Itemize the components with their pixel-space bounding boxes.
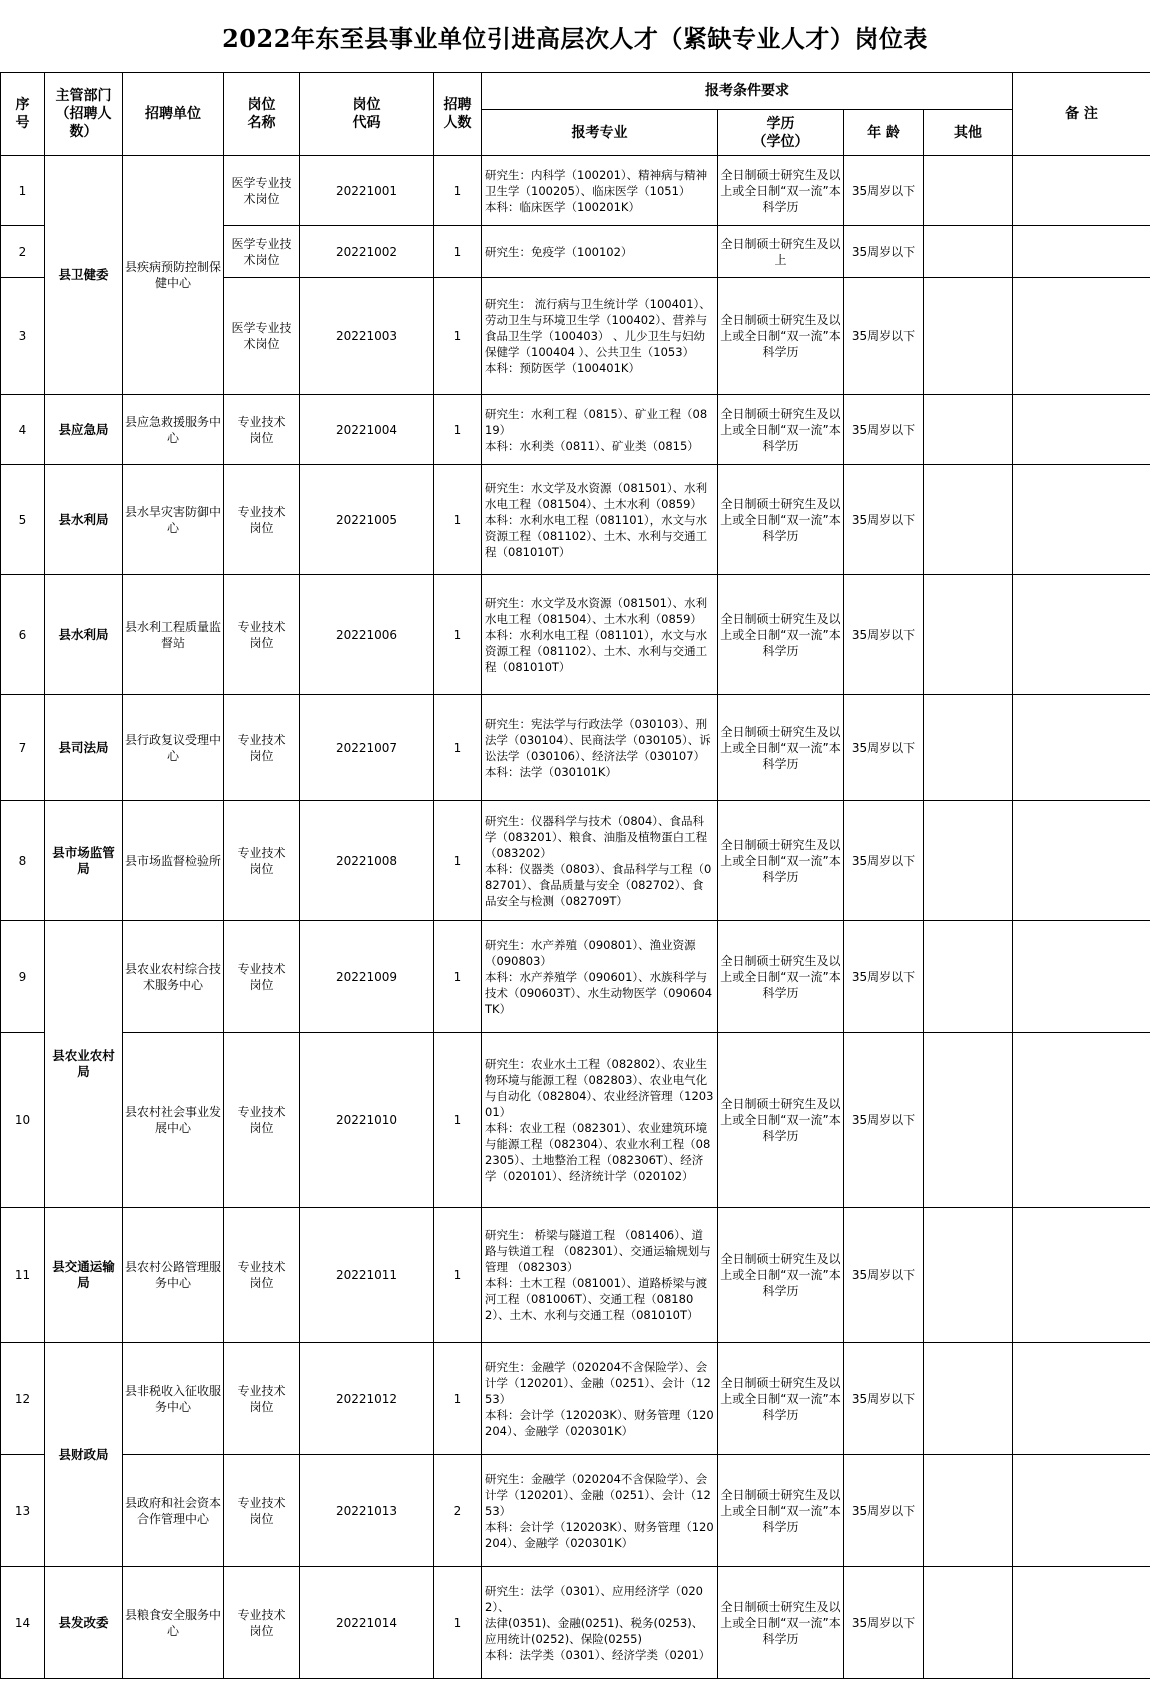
cell-other	[924, 1455, 1013, 1567]
cell-seq: 7	[1, 695, 45, 801]
cell-department: 县财政局	[45, 1343, 123, 1567]
cell-age: 35周岁以下	[844, 801, 924, 921]
cell-age: 35周岁以下	[844, 226, 924, 278]
cell-position-name: 专业技术 岗位	[224, 575, 300, 695]
cell-position-name: 专业技术 岗位	[224, 1343, 300, 1455]
header-position-name: 岗位 名称	[224, 73, 300, 156]
cell-age: 35周岁以下	[844, 278, 924, 395]
cell-position-code: 20221004	[300, 395, 434, 465]
cell-other	[924, 226, 1013, 278]
cell-department: 县水利局	[45, 575, 123, 695]
cell-other	[924, 1343, 1013, 1455]
cell-position-name: 专业技术 岗位	[224, 1455, 300, 1567]
cell-education: 全日制硕士研究生及以上或全日制“双一流”本科学历	[718, 395, 844, 465]
cell-major: 研究生：水利工程（0815）、矿业工程（0819） 本科：水利类（0811）、矿业类（0815）	[482, 395, 718, 465]
cell-age: 35周岁以下	[844, 695, 924, 801]
cell-seq: 4	[1, 395, 45, 465]
cell-note	[1013, 278, 1150, 395]
cell-position-code: 20221009	[300, 921, 434, 1033]
cell-position-code: 20221001	[300, 156, 434, 226]
cell-seq: 13	[1, 1455, 45, 1567]
cell-age: 35周岁以下	[844, 921, 924, 1033]
cell-education: 全日制硕士研究生及以上或全日制“双一流”本科学历	[718, 278, 844, 395]
cell-position-code: 20221008	[300, 801, 434, 921]
table-header	[1, 73, 1150, 156]
cell-major: 研究生：金融学（020204不含保险学）、会计学（120201）、金融（0251）、会计（1253） 本科：会计学（120203K）、财务管理（120204）、金融学（020301K）	[482, 1455, 718, 1567]
header-seq: 序 号	[1, 73, 45, 156]
cell-major: 研究生：免疫学（100102）	[482, 226, 718, 278]
cell-count: 1	[434, 1567, 482, 1679]
cell-age: 35周岁以下	[844, 395, 924, 465]
cell-other	[924, 1208, 1013, 1343]
cell-major: 研究生：法学（0301）、应用经济学（0202）、 法律(0351)、金融(0251)、税务(0253)、应用统计(0252)、保险(0255) 本科：法学类（0301）、经济学类（0201）	[482, 1567, 718, 1679]
cell-note	[1013, 801, 1150, 921]
table-row	[1, 156, 1150, 226]
cell-unit: 县水利工程质量监 督站	[123, 575, 224, 695]
table-row	[1, 695, 1150, 801]
cell-position-name: 医学专业技 术岗位	[224, 278, 300, 395]
cell-position-code: 20221003	[300, 278, 434, 395]
cell-position-code: 20221014	[300, 1567, 434, 1679]
cell-other	[924, 575, 1013, 695]
cell-other	[924, 465, 1013, 575]
cell-note	[1013, 1455, 1150, 1567]
cell-position-code: 20221002	[300, 226, 434, 278]
cell-major: 研究生： 桥梁与隧道工程 （081406）、道路与铁道工程 （082301）、交通运输规划与管理 （082303） 本科：土木工程（081001）、道路桥梁与渡河工程（081006T）、交通工程（081802）、土木、水利与交通工程（081010T）	[482, 1208, 718, 1343]
cell-education: 全日制硕士研究生及以上或全日制“双一流”本科学历	[718, 1343, 844, 1455]
cell-education: 全日制硕士研究生及以上或全日制“双一流”本科学历	[718, 1567, 844, 1679]
cell-education: 全日制硕士研究生及以上或全日制“双一流”本科学历	[718, 1455, 844, 1567]
cell-count: 1	[434, 465, 482, 575]
cell-unit: 县水旱灾害防御中 心	[123, 465, 224, 575]
cell-unit: 县行政复议受理中 心	[123, 695, 224, 801]
cell-seq: 11	[1, 1208, 45, 1343]
cell-count: 1	[434, 1033, 482, 1208]
cell-department: 县应急局	[45, 395, 123, 465]
cell-seq: 14	[1, 1567, 45, 1679]
cell-count: 1	[434, 921, 482, 1033]
cell-seq: 10	[1, 1033, 45, 1208]
cell-position-code: 20221012	[300, 1343, 434, 1455]
positions-table	[0, 72, 1150, 1679]
cell-education: 全日制硕士研究生及以上或全日制“双一流”本科学历	[718, 575, 844, 695]
table-row	[1, 575, 1150, 695]
header-position-code: 岗位 代码	[300, 73, 434, 156]
cell-other	[924, 1033, 1013, 1208]
cell-position-code: 20221006	[300, 575, 434, 695]
cell-education: 全日制硕士研究生及以上或全日制“双一流”本科学历	[718, 801, 844, 921]
cell-major: 研究生：内科学（100201）、精神病与精神卫生学（100205）、临床医学（1051） 本科：临床医学（100201K）	[482, 156, 718, 226]
table-row	[1, 801, 1150, 921]
cell-department: 县交通运输 局	[45, 1208, 123, 1343]
cell-seq: 5	[1, 465, 45, 575]
cell-position-code: 20221011	[300, 1208, 434, 1343]
page-title: 2022年东至县事业单位引进高层次人才（紧缺专业人才）岗位表	[222, 23, 928, 53]
cell-department: 县农业农村 局	[45, 921, 123, 1208]
cell-note	[1013, 575, 1150, 695]
cell-department: 县发改委	[45, 1567, 123, 1679]
cell-department: 县卫健委	[45, 156, 123, 395]
cell-seq: 1	[1, 156, 45, 226]
cell-age: 35周岁以下	[844, 465, 924, 575]
cell-seq: 8	[1, 801, 45, 921]
table-row	[1, 395, 1150, 465]
cell-position-name: 专业技术 岗位	[224, 695, 300, 801]
cell-major: 研究生：农业水土工程（082802）、农业生物环境与能源工程（082803）、农业电气化与自动化（082804）、农业经济管理（120301） 本科：农业工程（082301）、农业建筑环境与能源工程（082304）、农业水利工程（082305）、土地整治工程（082306T）、经济学（020101）、经济统计学（020102）	[482, 1033, 718, 1208]
cell-unit: 县市场监督检验所	[123, 801, 224, 921]
cell-unit: 县农村公路管理服 务中心	[123, 1208, 224, 1343]
cell-count: 1	[434, 1343, 482, 1455]
header-age: 年 龄	[844, 110, 924, 156]
cell-education: 全日制硕士研究生及以上或全日制“双一流”本科学历	[718, 1033, 844, 1208]
cell-position-name: 专业技术 岗位	[224, 395, 300, 465]
cell-other	[924, 1567, 1013, 1679]
cell-position-name: 医学专业技 术岗位	[224, 156, 300, 226]
cell-major: 研究生：水文学及水资源（081501）、水利水电工程（081504）、土木水利（0859） 本科：水利水电工程（081101），水文与水资源工程（081102）、土木、水利与交通工程（081010T）	[482, 465, 718, 575]
cell-department: 县司法局	[45, 695, 123, 801]
cell-other	[924, 156, 1013, 226]
table-row	[1, 1033, 1150, 1208]
cell-age: 35周岁以下	[844, 1208, 924, 1343]
cell-note	[1013, 465, 1150, 575]
cell-education: 全日制硕士研究生及以上或全日制“双一流”本科学历	[718, 921, 844, 1033]
cell-seq: 12	[1, 1343, 45, 1455]
cell-position-name: 专业技术 岗位	[224, 1208, 300, 1343]
table-row	[1, 1455, 1150, 1567]
cell-position-code: 20221007	[300, 695, 434, 801]
cell-unit: 县应急救援服务中 心	[123, 395, 224, 465]
cell-note	[1013, 1567, 1150, 1679]
table-row	[1, 1567, 1150, 1679]
cell-note	[1013, 695, 1150, 801]
table-row	[1, 1343, 1150, 1455]
cell-education: 全日制硕士研究生及以上	[718, 226, 844, 278]
cell-department: 县水利局	[45, 465, 123, 575]
cell-unit: 县粮食安全服务中 心	[123, 1567, 224, 1679]
cell-count: 1	[434, 278, 482, 395]
cell-count: 1	[434, 226, 482, 278]
header-unit: 招聘单位	[123, 73, 224, 156]
table-row	[1, 921, 1150, 1033]
header-note: 备 注	[1013, 73, 1150, 156]
cell-note	[1013, 1208, 1150, 1343]
cell-other	[924, 278, 1013, 395]
cell-seq: 3	[1, 278, 45, 395]
cell-age: 35周岁以下	[844, 156, 924, 226]
table-row	[1, 465, 1150, 575]
header-other: 其他	[924, 110, 1013, 156]
cell-major: 研究生：水文学及水资源（081501）、水利水电工程（081504）、土木水利（0859） 本科：水利水电工程（081101），水文与水资源工程（081102）、土木、水利与交通工程（081010T）	[482, 575, 718, 695]
cell-position-name: 医学专业技 术岗位	[224, 226, 300, 278]
cell-education: 全日制硕士研究生及以上或全日制“双一流”本科学历	[718, 1208, 844, 1343]
cell-education: 全日制硕士研究生及以上或全日制“双一流”本科学历	[718, 465, 844, 575]
cell-seq: 6	[1, 575, 45, 695]
cell-unit: 县疾病预防控制保 健中心	[123, 156, 224, 395]
cell-position-name: 专业技术 岗位	[224, 1567, 300, 1679]
cell-position-name: 专业技术 岗位	[224, 1033, 300, 1208]
cell-age: 35周岁以下	[844, 575, 924, 695]
cell-age: 35周岁以下	[844, 1455, 924, 1567]
cell-note	[1013, 395, 1150, 465]
cell-count: 1	[434, 695, 482, 801]
header-count: 招聘 人数	[434, 73, 482, 156]
cell-note	[1013, 921, 1150, 1033]
cell-major: 研究生：仪器科学与技术（0804）、食品科学（083201）、粮食、油脂及植物蛋白工程（083202） 本科：仪器类（0803）、食品科学与工程（082701）、食品质量与安全（082702）、食品安全与检测（082709T）	[482, 801, 718, 921]
cell-note	[1013, 1033, 1150, 1208]
cell-department: 县市场监管 局	[45, 801, 123, 921]
cell-seq: 2	[1, 226, 45, 278]
cell-unit: 县非税收入征收服 务中心	[123, 1343, 224, 1455]
cell-major: 研究生： 流行病与卫生统计学（100401）、 劳动卫生与环境卫生学（100402）、营养与食品卫生学（100403） 、儿少卫生与妇幼保健学（100404 ）、公共卫生（1053） 本科：预防医学（100401K）	[482, 278, 718, 395]
header-dept: 主管部门 （招聘人 数）	[45, 73, 123, 156]
cell-note	[1013, 1343, 1150, 1455]
cell-position-code: 20221005	[300, 465, 434, 575]
cell-major: 研究生：水产养殖（090801）、渔业资源（090803） 本科：水产养殖学（090601）、水族科学与技术（090603T）、水生动物医学（090604TK）	[482, 921, 718, 1033]
cell-count: 2	[434, 1455, 482, 1567]
cell-age: 35周岁以下	[844, 1343, 924, 1455]
cell-other	[924, 801, 1013, 921]
cell-count: 1	[434, 575, 482, 695]
header-education: 学历 （学位）	[718, 110, 844, 156]
cell-count: 1	[434, 156, 482, 226]
cell-note	[1013, 156, 1150, 226]
cell-age: 35周岁以下	[844, 1567, 924, 1679]
header-major: 报考专业	[482, 110, 718, 156]
cell-other	[924, 395, 1013, 465]
table-row	[1, 1208, 1150, 1343]
cell-education: 全日制硕士研究生及以上或全日制“双一流”本科学历	[718, 695, 844, 801]
cell-other	[924, 921, 1013, 1033]
cell-count: 1	[434, 395, 482, 465]
cell-position-name: 专业技术 岗位	[224, 465, 300, 575]
cell-major: 研究生：宪法学与行政法学（030103）、刑法学（030104）、民商法学（030105）、诉讼法学（030106）、经济法学（030107） 本科：法学（030101K）	[482, 695, 718, 801]
cell-count: 1	[434, 1208, 482, 1343]
cell-major: 研究生：金融学（020204不含保险学）、会计学（120201）、金融（0251）、会计（1253） 本科：会计学（120203K）、财务管理（120204）、金融学（020301K）	[482, 1343, 718, 1455]
cell-unit: 县政府和社会资本 合作管理中心	[123, 1455, 224, 1567]
cell-position-code: 20221013	[300, 1455, 434, 1567]
cell-count: 1	[434, 801, 482, 921]
cell-seq: 9	[1, 921, 45, 1033]
cell-note	[1013, 226, 1150, 278]
cell-position-name: 专业技术 岗位	[224, 801, 300, 921]
cell-position-name: 专业技术 岗位	[224, 921, 300, 1033]
header-requirements: 报考条件要求	[482, 73, 1013, 110]
cell-education: 全日制硕士研究生及以上或全日制“双一流”本科学历	[718, 156, 844, 226]
cell-position-code: 20221010	[300, 1033, 434, 1208]
table-body	[1, 156, 1150, 1679]
cell-other	[924, 695, 1013, 801]
cell-unit: 县农业农村综合技 术服务中心	[123, 921, 224, 1033]
cell-unit: 县农村社会事业发 展中心	[123, 1033, 224, 1208]
cell-age: 35周岁以下	[844, 1033, 924, 1208]
